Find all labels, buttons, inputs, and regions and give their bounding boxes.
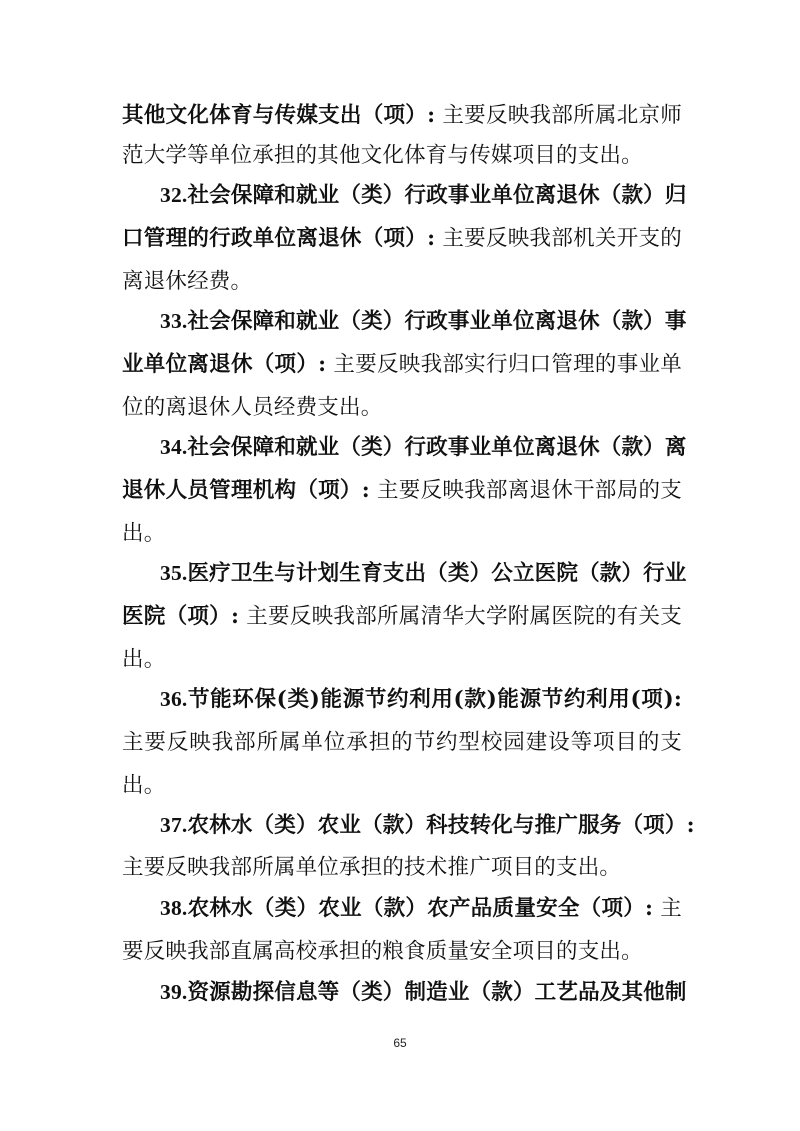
item-description-text: 要反映我部直属高校承担的粮食质量安全项目的支出。 bbox=[122, 939, 643, 964]
item-description-text: 主 bbox=[653, 896, 683, 921]
item-heading-line bbox=[160, 306, 687, 337]
item-description-text: 主要反映我部所属清华大学附属医院的有关支 bbox=[239, 604, 682, 629]
item-number: 34. bbox=[160, 435, 188, 459]
item-description-text: 离退休经费。 bbox=[122, 269, 253, 294]
item-description-text: 位的离退休人员经费支出。 bbox=[122, 395, 383, 420]
page-number: 65 bbox=[393, 1036, 407, 1050]
item-heading-line bbox=[160, 180, 687, 211]
item-number: 32. bbox=[160, 183, 188, 207]
item-title-text: 退休人员管理机构（项）: bbox=[122, 478, 370, 503]
item-description-text: 主要反映我部所属单位承担的技术推广项目的支出。 bbox=[122, 855, 622, 880]
item-description-text: 范大学等单位承担的其他文化体育与传媒项目的支出。 bbox=[122, 143, 643, 168]
item-text-line bbox=[122, 101, 682, 131]
item-description-text: 主要反映我部实行归口管理的事业单 bbox=[326, 352, 682, 377]
item-description-text: 主要反映我部离退休干部局的支 bbox=[369, 478, 682, 503]
item-text-line bbox=[122, 267, 682, 297]
item-text-line bbox=[122, 937, 682, 967]
item-title-text: 农林水（类）农业（款）农产品质量安全（项）: bbox=[187, 896, 654, 921]
item-text-line bbox=[122, 224, 682, 254]
item-title-text: 农林水（类）农业（款）科技转化与推广服务（项）: bbox=[187, 813, 695, 838]
item-title-text: 节能环保(类)能源节约利用(款)能源节约利用(项): bbox=[187, 687, 682, 712]
item-description-text: 出。 bbox=[122, 647, 166, 672]
item-description-text: 主要反映我部机关开支的 bbox=[435, 226, 682, 251]
item-heading-line bbox=[160, 432, 687, 463]
item-text-line bbox=[122, 393, 682, 423]
item-number: 35. bbox=[160, 561, 188, 585]
item-description-text: 主要反映我部所属单位承担的节约型校园建设等项目的支 bbox=[122, 730, 682, 755]
item-title-text: 社会保障和就业（类）行政事业单位离退休（款）归 bbox=[187, 183, 687, 208]
item-number: 33. bbox=[160, 309, 188, 333]
item-heading-line bbox=[160, 977, 687, 1008]
item-text-line bbox=[122, 602, 682, 632]
item-title-text: 社会保障和就业（类）行政事业单位离退休（款）离 bbox=[187, 435, 687, 460]
item-title-text: 口管理的行政单位离退休（项）: bbox=[122, 226, 436, 251]
item-title-text: 社会保障和就业（类）行政事业单位离退休（款）事 bbox=[187, 309, 687, 334]
item-title-text: 医疗卫生与计划生育支出（类）公立医院（款）行业 bbox=[187, 561, 687, 586]
item-description-text: 主要反映我部所属北京师 bbox=[435, 103, 682, 128]
item-number: 37. bbox=[160, 813, 188, 837]
item-heading-line bbox=[160, 810, 695, 841]
item-text-line bbox=[122, 141, 682, 171]
item-title-text: 资源勘探信息等（类）制造业（款）工艺品及其他制 bbox=[187, 980, 687, 1005]
item-heading-line bbox=[160, 684, 682, 715]
item-text-line bbox=[122, 519, 682, 549]
item-number: 38. bbox=[160, 896, 188, 920]
item-heading-line bbox=[160, 558, 687, 589]
item-number: 39. bbox=[160, 980, 188, 1004]
item-title-text: 其他文化体育与传媒支出（项）: bbox=[122, 103, 436, 128]
item-text-line bbox=[122, 476, 682, 506]
item-description-text: 出。 bbox=[122, 773, 166, 798]
item-text-line bbox=[122, 350, 682, 380]
item-text-line bbox=[122, 728, 682, 758]
item-title-text: 业单位离退休（项）: bbox=[122, 352, 327, 377]
item-title-text: 医院（项）: bbox=[122, 604, 240, 629]
item-heading-line bbox=[160, 893, 682, 924]
item-text-line bbox=[122, 853, 682, 883]
item-text-line bbox=[122, 771, 682, 801]
item-description-text: 出。 bbox=[122, 521, 166, 546]
item-text-line bbox=[122, 645, 682, 675]
item-number: 36. bbox=[160, 687, 188, 711]
